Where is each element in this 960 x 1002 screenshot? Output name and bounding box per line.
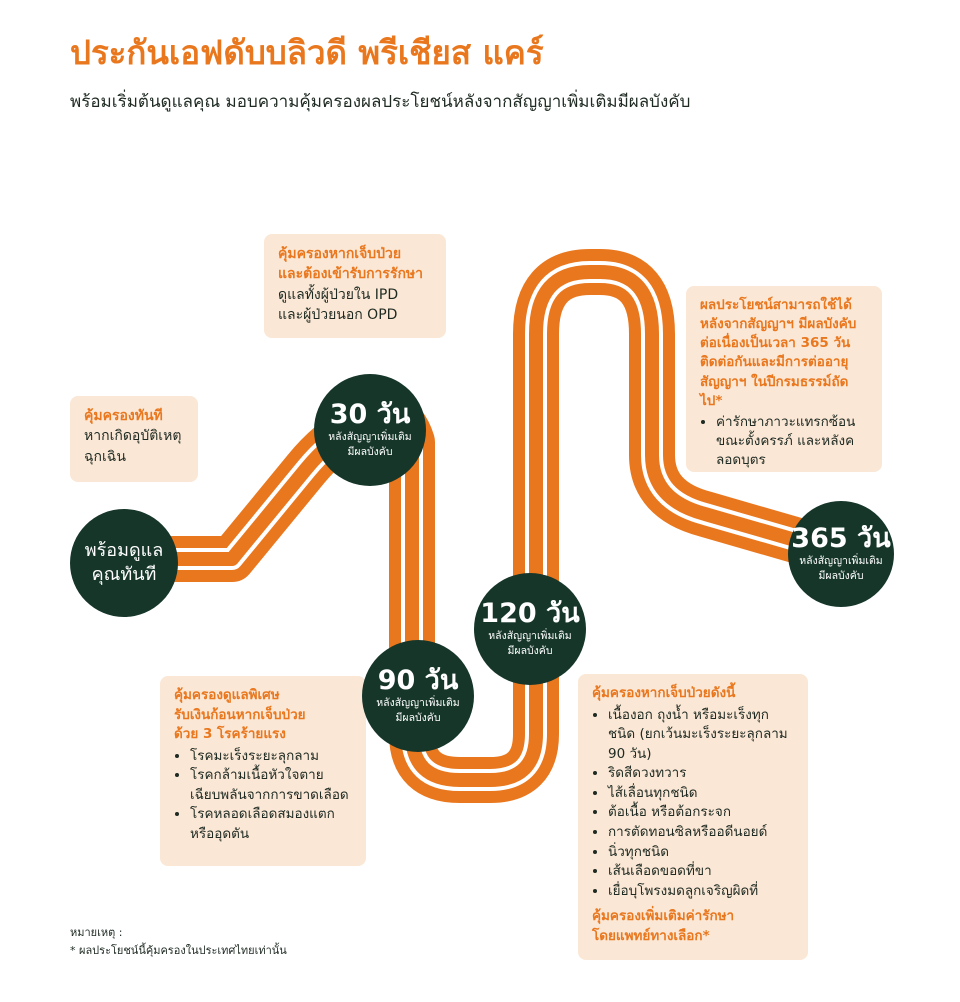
box-120-list [592, 706, 794, 902]
list-item: • ต้อเนื้อ หรือต้อกระจก [608, 803, 794, 823]
milestone-90-sub: หลังสัญญาเพิ่มเติม [376, 696, 460, 709]
milestone-365-sub: หลังสัญญาเพิ่มเติม [799, 554, 883, 567]
milestone-start-line: พร้อมดูแล [84, 539, 164, 561]
milestone-90-days [362, 640, 474, 752]
milestone-start-line: คุณทันที [91, 564, 157, 585]
box-30-line: ดูแลทั้งผู้ป่วยใน IPD [278, 286, 399, 303]
box-120-footer: โดยแพทย์ทางเลือก* [592, 927, 710, 944]
box-90-days [160, 676, 366, 866]
list-item: • เส้นเลือดขอดที่ขา [608, 862, 794, 882]
footnote-label: หมายเหตุ : [70, 926, 123, 939]
box-immediate-heading: คุ้มครองทันที [84, 408, 163, 424]
list-item: • เยื่อบุโพรงมดลูกเจริญผิดที่ [608, 882, 794, 902]
milestone-90-sub: มีผลบังคับ [395, 711, 441, 724]
box-90-list [174, 747, 352, 845]
box-365-heading: หลังจากสัญญาฯ มีผลบังคับ [700, 316, 857, 333]
box-30-line: และผู้ป่วยนอก OPD [278, 306, 398, 323]
box-90-heading: คุ้มครองดูแลพิเศษ [174, 687, 280, 703]
box-90-heading: รับเงินก้อนหากเจ็บป่วย [174, 706, 306, 723]
milestone-120-sub: มีผลบังคับ [507, 644, 553, 657]
milestone-90-title: 90 วัน [377, 664, 459, 696]
page-subtitle: พร้อมเริ่มต้นดูแลคุณ มอบความคุ้มครองผลประโยชน์หลังจากสัญญาเพิ่มเติมมีผลบังคับ [70, 92, 691, 112]
box-90-heading: ด้วย 3 โรคร้ายแรง [174, 726, 286, 743]
list-item: • โรคมะเร็งระยะลุกลาม [190, 747, 352, 767]
list-item: • ค่ารักษาภาวะแทรกซ้อน ขณะตั้งครรภ์ และหลังคลอดบุตร [716, 413, 868, 470]
milestone-365-days [788, 501, 894, 607]
list-item: • โรคหลอดเลือดสมองแตก หรืออุดตัน [190, 805, 352, 844]
box-120-footer: คุ้มครองเพิ่มเติมค่ารักษา [592, 908, 735, 925]
milestone-120-title: 120 วัน [480, 597, 580, 629]
milestone-120-days [474, 573, 586, 685]
footnote-text: * ผลประโยชน์นี้คุ้มครองในประเทศไทยเท่านั้น [70, 943, 287, 957]
page-title: ประกันเอฟดับบลิวดี พรีเชียส แคร์ [70, 33, 544, 72]
list-item: • ริดสีดวงทวาร [608, 764, 794, 784]
milestone-30-sub: หลังสัญญาเพิ่มเติม [328, 430, 412, 443]
box-immediate [70, 396, 198, 482]
milestone-365-title: 365 วัน [791, 522, 891, 554]
list-item: • เนื้องอก ถุงน้ำ หรือมะเร็งทุกชนิด (ยกเว้นมะเร็งระยะลุกลาม 90 วัน) [608, 706, 794, 765]
box-30-days [264, 234, 446, 338]
box-365-days [686, 286, 882, 472]
milestone-30-days [314, 374, 426, 486]
box-365-list [700, 413, 868, 470]
list-item: • โรคกล้ามเนื้อหัวใจตาย เฉียบพลันจากการขาดเลือด [190, 766, 352, 805]
box-immediate-line: ฉุกเฉิน [84, 448, 126, 465]
box-120-days [578, 674, 808, 960]
footnote [70, 924, 287, 959]
box-365-heading: ต่อเนื่องเป็นเวลา 365 วัน [700, 335, 851, 352]
box-30-heading: คุ้มครองหากเจ็บป่วย [278, 246, 402, 262]
milestone-30-title: 30 วัน [329, 398, 411, 430]
list-item: • ไส้เลื่อนทุกชนิด [608, 784, 794, 804]
milestone-30-sub: มีผลบังคับ [347, 445, 393, 458]
milestone-120-sub: หลังสัญญาเพิ่มเติม [488, 629, 572, 642]
box-immediate-line: หากเกิดอุบัติเหตุ [84, 428, 182, 445]
milestone-start [70, 509, 178, 617]
box-365-heading: ติดต่อกันและมีการต่ออายุ [700, 354, 849, 371]
box-365-heading: ผลประโยชน์สามารถใช้ได้ [700, 297, 852, 313]
milestone-365-sub: มีผลบังคับ [818, 569, 864, 582]
box-365-heading: สัญญาฯ ในปีกรมธรรม์ถัดไป* [700, 373, 849, 409]
box-120-heading: คุ้มครองหากเจ็บป่วยดังนี้ [592, 685, 736, 701]
list-item: • นิ่วทุกชนิด [608, 843, 794, 863]
list-item: • การตัดทอนซิลหรืออดีนอยด์ [608, 823, 794, 843]
box-30-heading: และต้องเข้ารับการรักษา [278, 266, 424, 283]
